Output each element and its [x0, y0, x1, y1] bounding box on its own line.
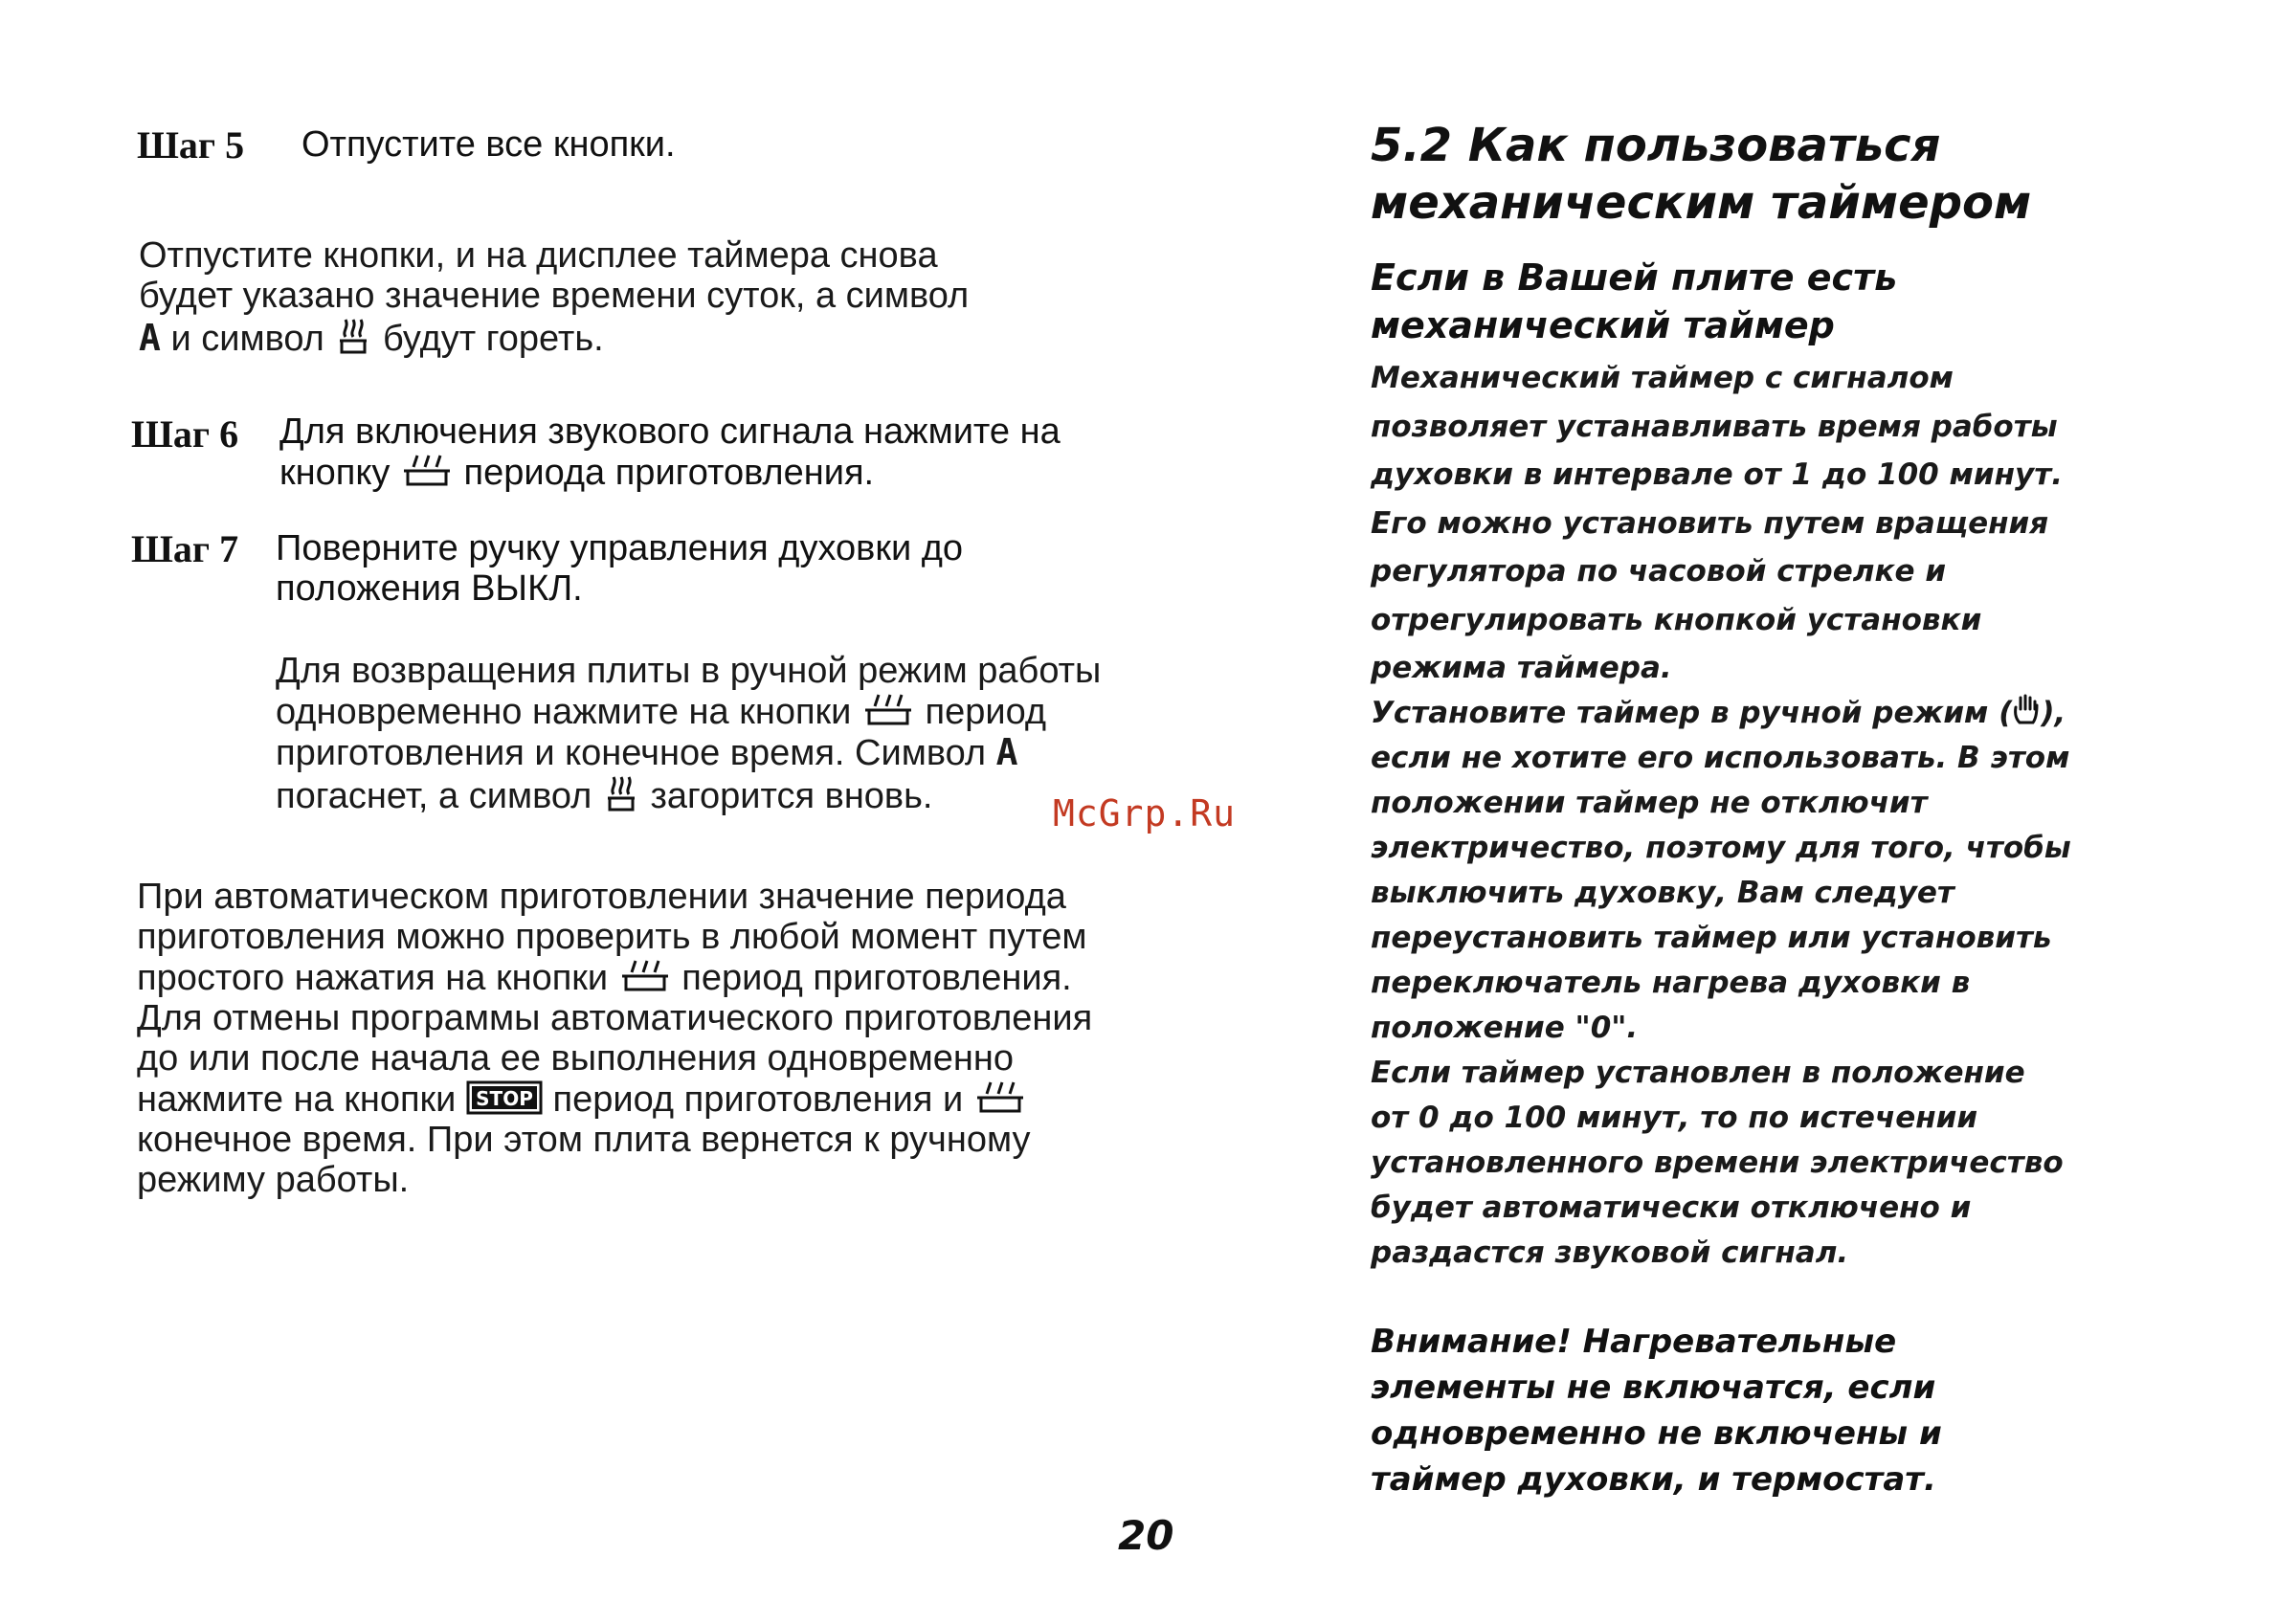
paragraph-manual-mode: Для возвращения плиты в ручной режим работы одновременно нажмите на кнопки период приготовления и конечное время. Символ A погаснет, а символ загорится вновь. [276, 651, 1102, 816]
paragraph-auto-cooking: При автоматическом приготовлении значение периода приготовления можно проверить в любой момент путем простого нажатия на кнопки период приготовления. Для отмены программы автоматического приготовления до или после начала ее выполнения одновременно нажмите на кнопки STOP период приготовления и конечное время. При этом плита вернется к ручному режиму работы. [137, 877, 1093, 1200]
hand-icon [2012, 694, 2041, 726]
pot-steam-icon [602, 773, 640, 813]
auto-symbol: A [995, 731, 1018, 773]
step-5-label: Шаг 5 [137, 123, 245, 167]
page-number: 20 [1118, 1512, 1174, 1559]
cooking-duration-icon [400, 452, 454, 490]
cooking-duration-icon [973, 1079, 1027, 1117]
step-7-label: Шаг 7 [131, 527, 239, 570]
cooking-duration-icon [618, 957, 672, 995]
pot-steam-icon [334, 316, 372, 356]
manual-mode-instructions: Установите таймер в ручной режим ( ), если не хотите его использовать. В этом положении таймер не отключит электричество, поэтому для того, чтобы выключить духовку, Вам следует переустановить таймер или установить переключатель нагрева духовки в положение "0". Если таймер установлен в положение от 0 до 100 минут, то по истечении установленного времени электричество будет автоматически отключено и раздастся звуковой сигнал. [1371, 696, 2071, 1270]
step-7-text: Поверните ручку управления духовки до положения ВЫКЛ. [276, 528, 964, 609]
step-6-text: Для включения звукового сигнала нажмите на кнопку периода приготовления. [279, 412, 1061, 493]
paragraph-time-display: Отпустите кнопки, и на дисплее таймера снова будет указано значение времени суток, а символ A и символ будут гореть. [139, 235, 970, 359]
section-subtitle: Если в Вашей плите есть механический таймер [1371, 256, 1898, 346]
step-6-label: Шаг 6 [131, 412, 239, 456]
warning-note: Внимание! Нагревательные элементы не включатся, если одновременно не включены и таймер духовки, и термостат. [1371, 1323, 1942, 1499]
step-5-text: Отпустите все кнопки. [302, 124, 676, 165]
svg-text:STOP: STOP [476, 1087, 533, 1110]
auto-symbol: A [139, 317, 161, 359]
section-title: 5.2 Как пользоваться механическим таймером [1371, 119, 2032, 230]
watermark: McGrp.Ru [1053, 792, 1237, 834]
stop-icon [466, 1080, 543, 1115]
timer-description: Механический таймер с сигналом позволяет устанавливать время работы духовки в интервале от 1 до 100 минут. Его можно установить путем вращения регулятора по часовой стрелке и отрегулировать кнопкой установки режима таймера. [1371, 361, 2063, 685]
cooking-duration-icon [861, 691, 915, 729]
